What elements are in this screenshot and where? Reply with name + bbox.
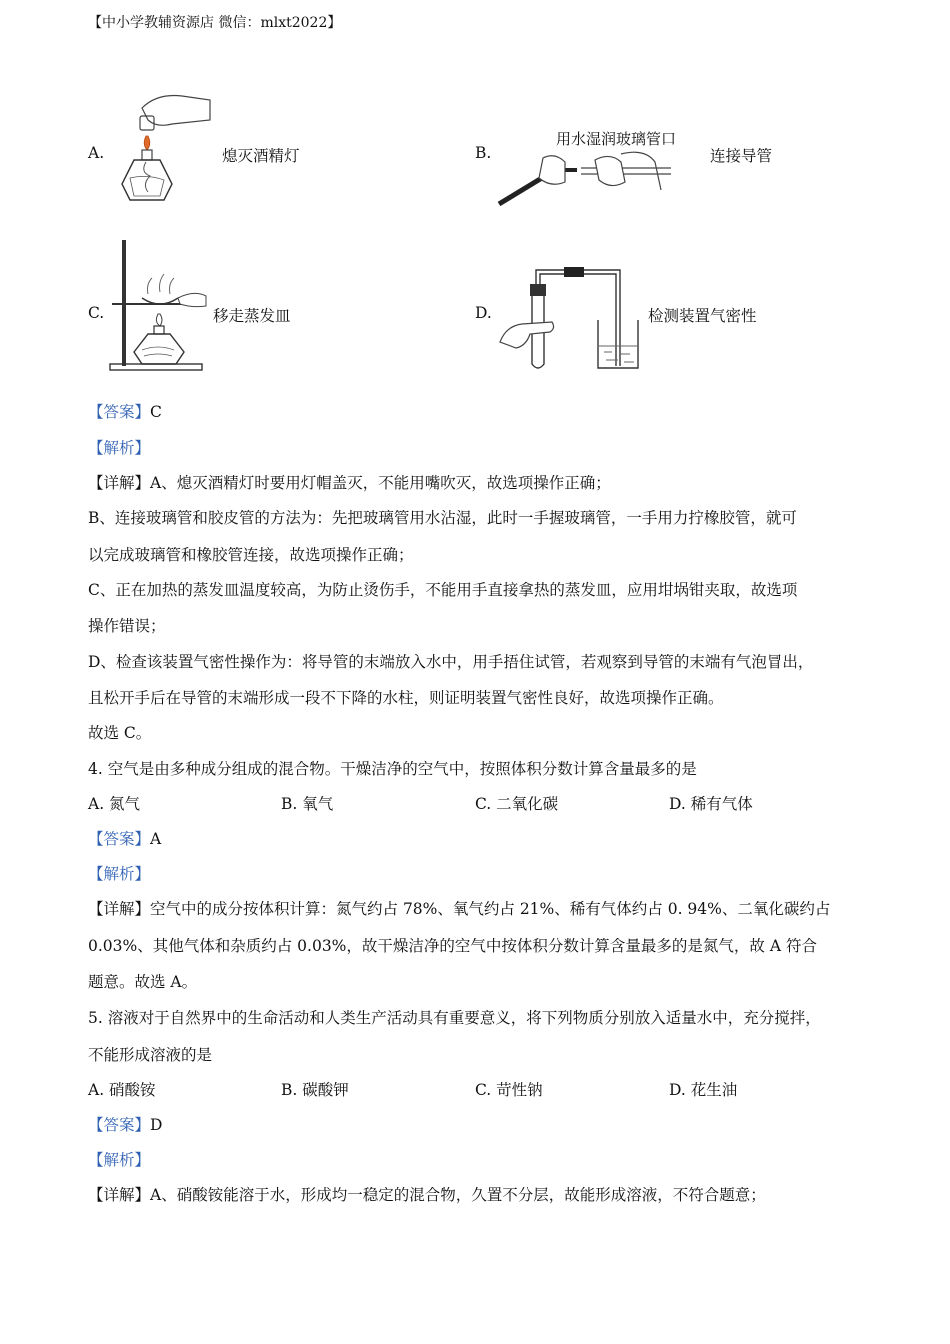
q4-answer [88,827,161,849]
figure-d-caption: 检测装置气密性 [648,307,757,325]
figure-d-airtightness-test [496,262,644,374]
q3-detail-line-2: 以完成玻璃管和橡胶管连接，故选项操作正确； [88,546,414,564]
figure-d-letter: D. [475,304,492,322]
q4-detail-line-2: 题意。故选 A。 [88,973,198,991]
q4-option-b: B. 氧气 [281,795,334,813]
q4-answer-value: A [150,830,162,848]
q3-detail-line-6: 且松开手后在导管的末端形成一段不下降的水柱，则证明装置气密性良好，故选项操作正确。 [88,689,724,707]
q3-answer-label: 【答案】 [88,403,151,421]
figure-b-connect-tubes [495,148,675,210]
figure-a-caption: 熄灭酒精灯 [222,147,300,165]
q3-detail-line-0 [88,471,611,493]
q5-option-a: A. 硝酸铵 [88,1081,156,1099]
q4-detail-line-0 [88,897,830,919]
q3-detail-line-4: 操作错误； [88,617,166,635]
q4-analysis-label: 【解析】 [88,865,151,883]
figure-c-evaporating-dish [108,238,210,372]
q5-detail-text: A、硝酸铵能溶于水，形成均一稳定的混合物，久置不分层，故能形成溶液，不符合题意； [150,1186,766,1204]
q4-detail-text: 空气中的成分按体积计算：氮气约占 78%、氧气约占 21%、稀有气体约占 0. 94%、二氧化碳约占 [150,900,831,918]
figure-c-letter: C. [88,304,105,322]
q5-stem-line-1: 不能形成溶液的是 [88,1046,213,1064]
figure-b-caption: 连接导管 [710,147,773,165]
figure-a-letter: A. [88,144,105,162]
q3-analysis-label: 【解析】 [88,439,151,457]
q4-option-a: A. 氮气 [88,795,141,813]
figure-b-letter: B. [475,144,492,162]
q4-detail-line-1: 0.03%、其他气体和杂质约占 0.03%，故干燥洁净的空气中按体积分数计算含量最多的是氮气，故 A 符合 [88,937,817,955]
q5-detail-label: 【详解】 [88,1186,151,1204]
q5-option-c: C. 苛性钠 [475,1081,543,1099]
q5-answer-value: D [150,1116,163,1134]
q3-detail-line-1: B、连接玻璃管和胶皮管的方法为：先把玻璃管用水沾湿，此时一手握玻璃管，一手用力拧橡胶管，就可 [88,509,797,527]
q3-detail-line-3: C、正在加热的蒸发皿温度较高，为防止烫伤手，不能用手直接拿热的蒸发皿，应用坩埚钳夹取，故选项 [88,581,798,599]
page-header: 【中小学教辅资源店 微信：mlxt2022】 [88,15,342,31]
figure-c-caption: 移走蒸发皿 [213,307,291,325]
q3-detail-label: 【详解】 [88,474,151,492]
q4-option-d: D. 稀有气体 [669,795,753,813]
figure-a-alcohol-lamp-extinguish [112,88,212,210]
q5-stem-line-0: 5. 溶液对于自然界中的生命活动和人类生产活动具有重要意义，将下列物质分别放入适量水中，充分搅拌， [88,1009,821,1027]
q5-answer [88,1113,162,1135]
q4-option-c: C. 二氧化碳 [475,795,559,813]
q3-detail-text: A、熄灭酒精灯时要用灯帽盖灭，不能用嘴吹灭，故选项操作正确； [150,474,611,492]
q5-answer-label: 【答案】 [88,1116,151,1134]
q5-detail-line-0 [88,1183,766,1205]
q5-option-d: D. 花生油 [669,1081,738,1099]
q3-answer [88,400,162,422]
q4-stem: 4. 空气是由多种成分组成的混合物。干燥洁净的空气中，按照体积分数计算含量最多的是 [88,760,697,778]
q3-answer-value: C [150,403,162,421]
q5-analysis-label: 【解析】 [88,1151,151,1169]
figure-b-image-text: 用水湿润玻璃管口 [556,130,677,148]
q3-detail-line-5: D、检查该装置气密性操作为：将导管的末端放入水中，用手捂住试管，若观察到导管的末端有气泡冒出， [88,653,814,671]
q3-detail-line-7: 故选 C。 [88,724,152,742]
q4-detail-label: 【详解】 [88,900,151,918]
q5-option-b: B. 碳酸钾 [281,1081,349,1099]
q4-answer-label: 【答案】 [88,830,151,848]
